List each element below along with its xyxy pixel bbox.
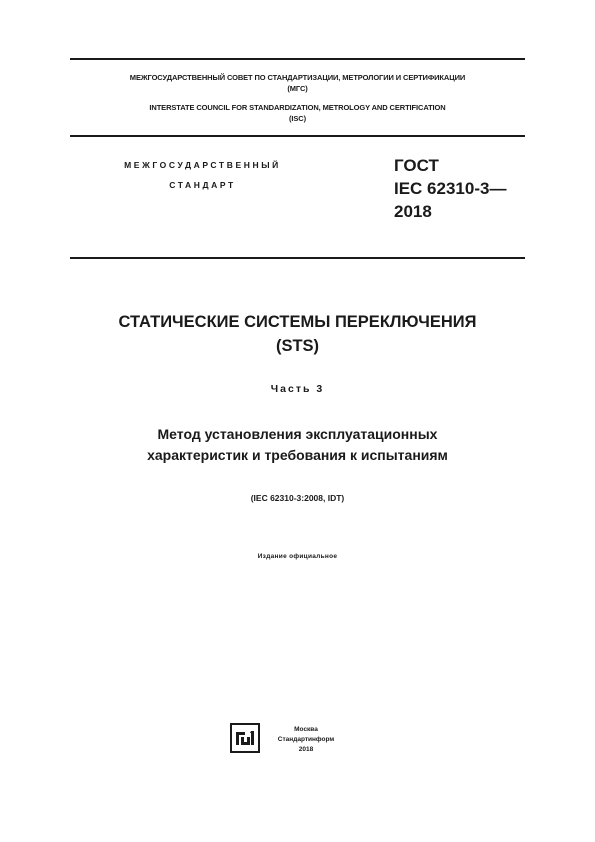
subtitle-line2: характеристик и требования к испытаниям (147, 447, 448, 463)
interstate-line2: СТАНДАРТ (169, 180, 236, 190)
header-rule (70, 135, 525, 137)
subtitle-line1: Метод установления эксплуатационных (157, 426, 438, 442)
publisher-name: Стандартинформ (277, 736, 335, 743)
gost-year: 2018 (394, 202, 432, 221)
publisher-city: Москва (294, 726, 318, 733)
title-line2: (STS) (275, 337, 320, 355)
council-en-name: INTERSTATE COUNCIL FOR STANDARDIZATION, METROLOGY AND CERTIFICATION (149, 103, 446, 112)
publisher-info (266, 725, 346, 755)
top-rule (70, 58, 525, 60)
council-ru-abbr: (МГС) (287, 84, 308, 93)
gost-designation (394, 154, 506, 223)
interstate-line1: МЕЖГОСУДАРСТВЕННЫЙ (124, 160, 281, 170)
designation-rule (70, 257, 525, 259)
council-en (70, 102, 525, 124)
edition-label: Издание официальное (257, 553, 338, 560)
council-en-abbr: (ISC) (289, 114, 306, 123)
council-ru (70, 72, 525, 94)
gost-label: ГОСТ (394, 156, 439, 175)
document-subtitle (0, 424, 595, 466)
title-line1: СТАТИЧЕСКИЕ СИСТЕМЫ ПЕРЕКЛЮЧЕНИЯ (118, 313, 477, 331)
part-label: Часть 3 (270, 383, 325, 395)
publisher-year: 2018 (298, 746, 314, 753)
standartinform-logo-icon (230, 723, 260, 753)
iec-reference: (IEC 62310-3:2008, IDT) (250, 493, 345, 503)
gost-number: IEC 62310-3— (394, 179, 507, 198)
interstate-standard-label (70, 155, 335, 195)
document-title (0, 310, 595, 358)
council-ru-name: МЕЖГОСУДАРСТВЕННЫЙ СОВЕТ ПО СТАНДАРТИЗАЦИИ, МЕТРОЛОГИИ И СЕРТИФИКАЦИИ (129, 73, 466, 82)
